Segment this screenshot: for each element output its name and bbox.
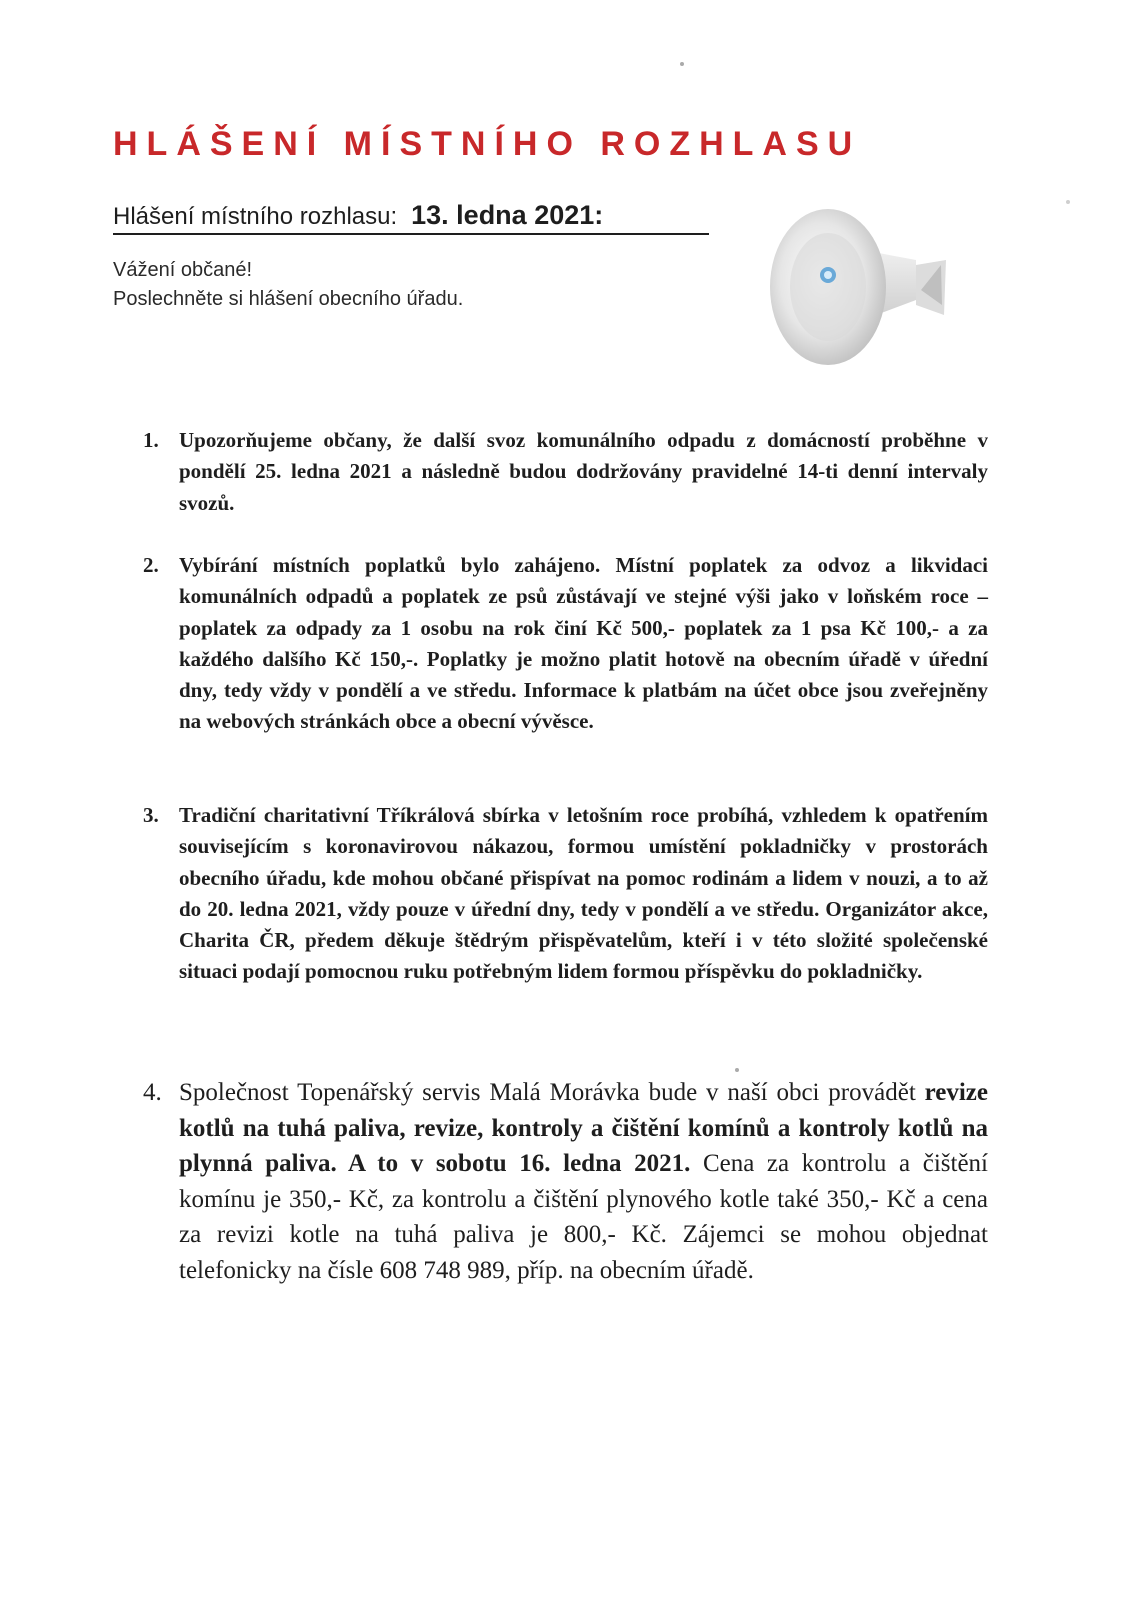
greeting-line-2: Poslechněte si hlášení obecního úřadu. bbox=[113, 288, 464, 310]
page-title: HLÁŠENÍ MÍSTNÍHO ROZHLASU bbox=[113, 125, 862, 163]
item-number: 3. bbox=[143, 803, 159, 827]
item-text bbox=[179, 1075, 988, 1288]
announcement-date: 13. ledna 2021: bbox=[411, 200, 604, 230]
item-text-part: Cena za kontrolu a čištění komínu je 350,- Kč, za kontrolu a čištění plynového kotle také 350,- Kč a cena za revizi kotle na tuhá paliva je 800,- Kč. Zájemci se mohou objednat telefonicky na čísle 608 748 989, příp. na obecním úřadě. bbox=[179, 1150, 988, 1284]
item-text: Upozorňujeme občany, že další svoz komunálního odpadu z domácností proběhne v pondělí 25. ledna 2021 a následně budou dodržovány pravidelné 14-ti denní intervaly svozů. bbox=[179, 428, 988, 515]
dateline-label: Hlášení místního rozhlasu: bbox=[113, 203, 398, 230]
list-item-3 bbox=[143, 800, 988, 988]
greeting-line-1: Vážení občané! bbox=[113, 259, 252, 281]
scan-speck bbox=[735, 1068, 739, 1072]
greeting bbox=[113, 256, 463, 314]
item-text-part: Společnost Topenářský servis Malá Morávka bude v naší obci provádět bbox=[179, 1079, 916, 1106]
announcement-dateline bbox=[113, 200, 709, 235]
list-item-1 bbox=[143, 425, 988, 519]
scan-speck bbox=[680, 62, 684, 66]
item-number: 2. bbox=[143, 553, 159, 577]
item-text: Vybírání místních poplatků bylo zahájeno. Místní poplatek za odvoz a likvidaci komunálních odpadů a poplatek ze psů zůstávají ve stejné výši jako v loňském roce – poplatek za odpady za 1 osobu na rok činí Kč 500,- poplatek za 1 psa Kč 100,- a za každého dalšího Kč 150,-. Poplatky je možno platit hotově na obecním úřadě v úřední dny, tedy vždy v pondělí a ve středu. Informace k platbám na účet obce jsou zveřejněny na webových stránkách obce a obecní vývěsce. bbox=[179, 553, 988, 734]
item-number: 1. bbox=[143, 428, 159, 452]
item-text-bold: revize kotlů na tuhá paliva, revize, kontroly a čištění komínů a kontroly kotlů na plynná paliva. A to v sobotu 16. ledna 2021. bbox=[179, 1079, 988, 1177]
list-item-4 bbox=[143, 1075, 988, 1288]
scan-speck bbox=[1066, 200, 1070, 204]
megaphone-icon bbox=[766, 205, 966, 390]
item-text: Tradiční charitativní Tříkrálová sbírka v letošním roce probíhá, vzhledem k opatřením souvisejícím s koronavirovou nákazou, formou umístění pokladničky v prostorách obecního úřadu, kde mohou občané přispívat na pomoc rodinám a lidem v nouzi, a to až do 20. ledna 2021, vždy pouze v úřední dny, tedy v pondělí a ve středu. Organizátor akce, Charita ČR, předem děkuje štědrým přispěvatelům, kteří i v této složité společenské situaci podají pomocnou ruku potřebným lidem formou příspěvku do pokladničky. bbox=[179, 803, 988, 984]
list-item-2 bbox=[143, 550, 988, 738]
item-number: 4. bbox=[143, 1079, 162, 1106]
